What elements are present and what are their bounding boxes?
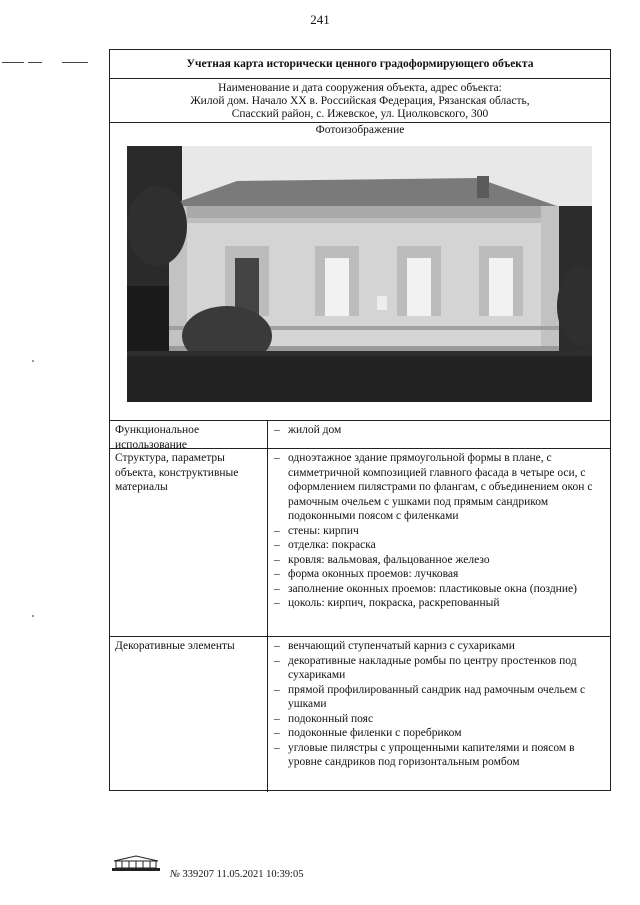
address-line: Жилой дом. Начало XX в. Российская Федерация, Рязанская область, xyxy=(190,95,530,107)
list-item: – подоконные филенки с поребриком xyxy=(274,727,462,739)
table-row xyxy=(110,637,610,792)
list-item: – форма оконных проемов: лучковая xyxy=(274,568,459,580)
table-row xyxy=(110,421,610,449)
photo-label: Фотоизображение xyxy=(315,124,405,136)
scan-speck xyxy=(32,360,34,362)
list-item: – венчающий ступенчатый карниз с сухариками xyxy=(274,640,515,652)
address-line: Наименование и дата сооружения объекта, адрес объекта: xyxy=(218,82,502,94)
list-item: – отделка: покраска xyxy=(274,539,376,551)
registration-number-date: 339207 11.05.2021 10:39:05 xyxy=(182,869,304,880)
registration-card xyxy=(109,49,611,791)
list-item: – кровля: вальмовая, фальцованное железо xyxy=(274,553,490,566)
list-item: – декоративные накладные ромбы по центру простенков под сухариками xyxy=(274,654,577,681)
attributes-table xyxy=(110,421,610,792)
table-row xyxy=(110,449,610,637)
row-values xyxy=(268,421,610,448)
row-values xyxy=(268,637,610,792)
scan-speck xyxy=(32,615,34,617)
government-building-logo-icon xyxy=(110,855,162,873)
object-address-block xyxy=(110,79,610,123)
document-registration-stamp xyxy=(170,869,303,880)
number-mark: № xyxy=(170,869,180,880)
card-title: Учетная карта исторически ценного градоформирующего объекта xyxy=(110,50,610,79)
row-label: Функциональное использование xyxy=(110,421,268,448)
list-item: – стены: кирпич xyxy=(274,524,359,537)
row-label: Декоративные элементы xyxy=(110,637,268,792)
row-label: Структура, параметры объекта, конструктивные материалы xyxy=(110,449,268,636)
list-item: – заполнение оконных проемов: пластиковые окна (поздние) xyxy=(274,582,577,595)
page-number: 241 xyxy=(310,12,330,27)
list-item: – угловые пилястры с упрощенными капителями и поясом в уровне сандриков под горизонтальным ромбом xyxy=(274,741,575,768)
scan-edge-marks xyxy=(2,62,92,68)
list-item: – подоконный пояс xyxy=(274,712,374,725)
building-photo xyxy=(127,146,592,402)
list-item: – цоколь: кирпич, покраска, раскрепованный xyxy=(274,597,500,609)
list-item: – жилой дом xyxy=(274,424,342,436)
address-line: Спасский район, с. Ижевское, ул. Циолковского, 300 xyxy=(231,108,489,120)
row-values xyxy=(268,449,610,636)
list-item: – одноэтажное здание прямоугольной формы в плане, с симметричной композицией главного фасада в четыре оси, с оформлением пилястрами по флангам, с объединением окон с рамочным очельем с ушками под прямым сандриком подоконными поясом с филенками xyxy=(274,452,593,522)
list-item: – прямой профилированный сандрик над рамочным очельем с ушками xyxy=(274,683,586,710)
